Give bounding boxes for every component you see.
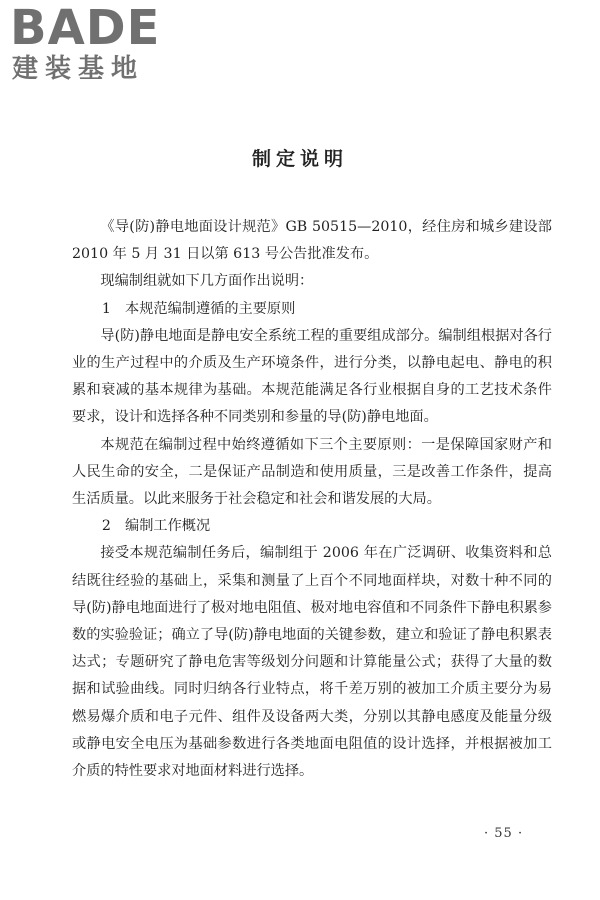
paragraph: 本规范在编制过程中始终遵循如下三个主要原则：一是保障国家财产和人民生命的安全，二是保证产品制造和使用质量，三是改善工作条件，提高生活质量。以此来服务于社会稳定和社会和谐发展的大局。 bbox=[72, 436, 552, 508]
paragraph: 接受本规范编制任务后，编制组于 2006 年在广泛调研、收集资料和总结既往经验的基础上，采集和测量了上百个不同地面样块，对数十种不同的导(防)静电地面进行了极对地电阻值、极对地电容值和不同条件下静电积累参数的实验验证；确立了导(防)静电地面的关键参数，建立和验证了静电积累表达式；专题研究了静电危害等级划分问题和计算能量公式；获得了大量的数据和试验曲线。同时归纳各行业特点，将千差万别的被加工介质主要分为易燃易爆介质和电子元件、组件及设备两大类，分别以其静电感度及能量分级或静电安全电压为基础参数进行各类地面电阻值的设计选择，并根据被加工介质的特性要求对地面材料进行选择。 bbox=[72, 545, 552, 780]
logo-wordmark: BADE bbox=[10, 0, 161, 56]
explanation-lead: 现编制组就如下几方面作出说明： bbox=[100, 273, 314, 290]
intro-paragraph: 《导(防)静电地面设计规范》GB 50515—2010，经住房和城乡建设部 2010 年 5 月 31 日以第 613 号公告批准发布。 bbox=[72, 219, 552, 263]
logo-subtitle: 建装基地 bbox=[12, 54, 145, 84]
page-title: 制定说明 bbox=[251, 148, 348, 170]
section-heading-2: 2 编制工作概况 bbox=[101, 518, 211, 535]
page-number: · 55 · bbox=[484, 826, 524, 841]
body-text bbox=[72, 214, 552, 785]
section-heading-1: 1 本规范编制遵循的主要原则 bbox=[101, 300, 296, 317]
logo bbox=[10, 0, 180, 86]
paragraph: 导(防)静电地面是静电安全系统工程的重要组成部分。编制组根据对各行业的生产过程中的介质及生产环境条件，进行分类，以静电起电、静电的积累和衰减的基本规律为基础。本规范能满足各行业根据自身的工艺技术条件要求，设计和选择各种不同类别和参量的导(防)静电地面。 bbox=[72, 327, 552, 426]
